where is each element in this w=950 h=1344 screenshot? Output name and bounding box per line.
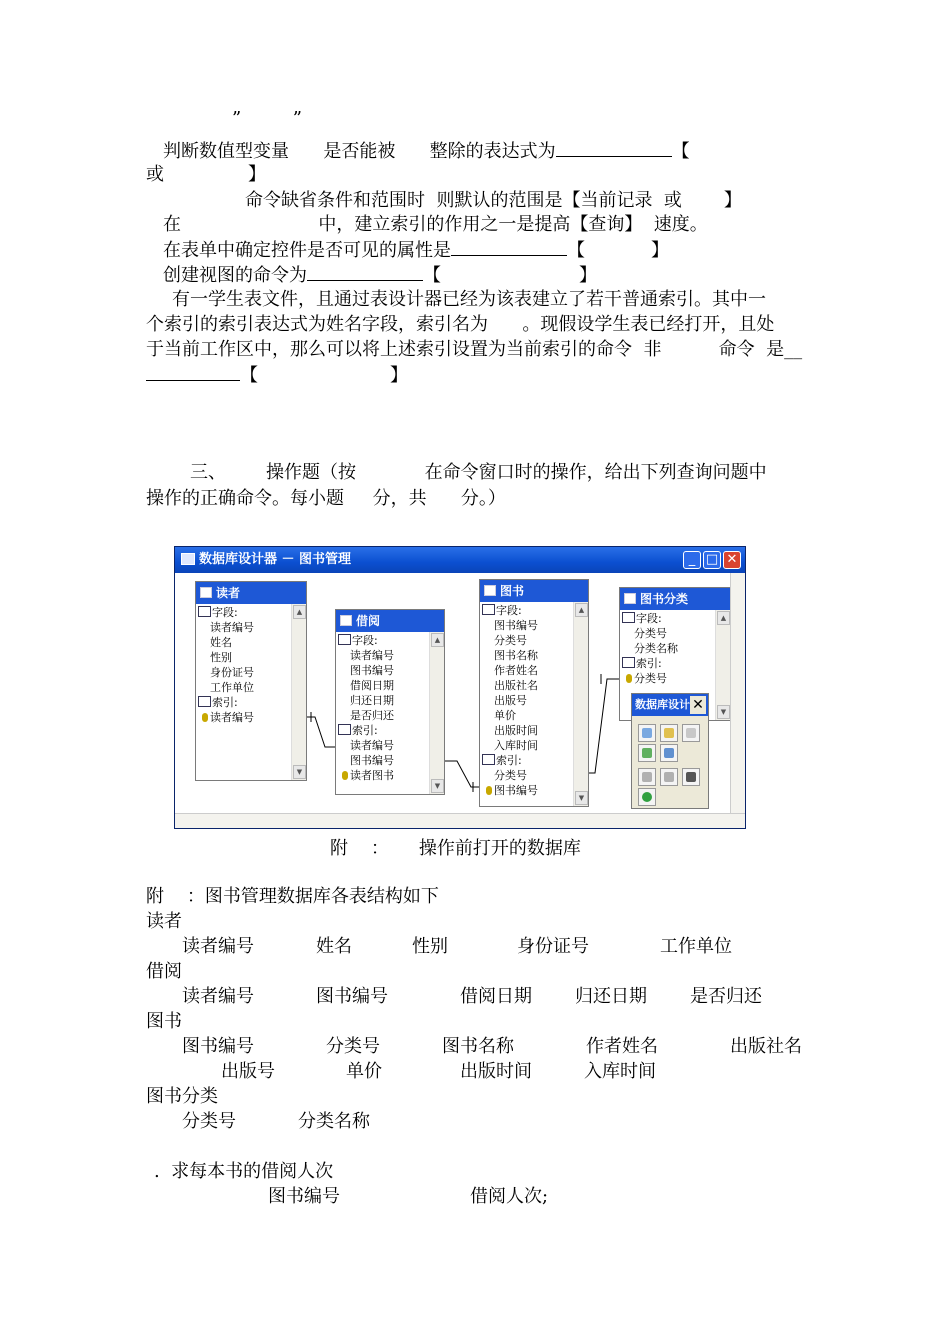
new-view-icon[interactable] (638, 744, 656, 762)
table-borrow-title: 借阅 (356, 614, 381, 628)
index-row[interactable]: 读者编号 (350, 739, 394, 752)
minimize-button[interactable]: _ (683, 551, 701, 569)
category-field: 分类名称 (298, 1111, 370, 1132)
borrow-field: 是否归还 (690, 986, 762, 1007)
book-field: 图书编号 (182, 1036, 254, 1057)
index-row[interactable]: 图书编号 (350, 754, 394, 767)
reader-field: 读者编号 (182, 936, 254, 957)
reader-field: 姓名 (316, 936, 352, 957)
index-row[interactable]: 读者图书 (336, 768, 430, 783)
field-row[interactable]: 性别 (210, 651, 232, 664)
close-button[interactable]: ✕ (723, 551, 741, 569)
question-2: 命令缺省条件和范围时 则默认的范围是【当前记录 或 】 (245, 190, 742, 211)
table-scrollbar[interactable]: ▲ ▼ (291, 604, 306, 780)
book-field: 入库时间 (584, 1061, 656, 1082)
window-vertical-scrollbar[interactable] (730, 573, 745, 814)
question-6-line3: 于当前工作区中，那么可以将上述索引设置为当前索引的命令 非 命令 是__ (146, 339, 803, 360)
table-icon (340, 615, 352, 626)
field-row[interactable]: 是否归还 (350, 709, 394, 722)
task-1-col1: 图书编号 (268, 1186, 340, 1207)
figure-caption: 附 ： 操作前打开的数据库 (330, 838, 581, 859)
question-6-line1: 有一学生表文件，且通过表设计器已经为该表建立了若干普通索引。其中一 (172, 289, 766, 310)
field-row[interactable]: 归还日期 (350, 694, 394, 707)
maximize-button[interactable]: □ (703, 551, 721, 569)
table-reader-title: 读者 (216, 586, 241, 600)
field-row[interactable]: 单价 (494, 709, 516, 722)
field-row[interactable]: 分类号 (494, 634, 527, 647)
indexes-label: 索引: (336, 723, 430, 738)
field-row[interactable]: 姓名 (210, 636, 232, 649)
new-table-icon[interactable] (638, 724, 656, 742)
designer-toolbar[interactable] (631, 693, 709, 809)
index-row[interactable]: 读者编号 (196, 710, 292, 725)
key-icon (486, 786, 492, 795)
category-title: 图书分类 (146, 1086, 218, 1107)
field-row[interactable]: 分类号 (634, 627, 667, 640)
question-1: 判断数值型变量 是否能被 整除的表达式为 【 (163, 141, 690, 162)
section-3-heading: 三、 操作题（按 在命令窗口时的操作，给出下列查询问题中 (190, 462, 767, 483)
field-row[interactable]: 图书编号 (494, 619, 538, 632)
fields-label: 字段: (480, 603, 574, 618)
relation-book-category (589, 679, 619, 773)
key-icon (342, 771, 348, 780)
book-field: 出版号 (221, 1061, 275, 1082)
index-row[interactable]: 分类号 (620, 671, 716, 686)
borrow-field: 归还日期 (575, 986, 647, 1007)
index-icon (338, 724, 351, 735)
quote-marks: ” ” (232, 108, 302, 129)
key-icon (626, 674, 632, 683)
question-6-line2: 个索引的索引表达式为姓名字段，索引名为 。现假设学生表已经打开，且处 (146, 314, 775, 335)
table-icon (484, 585, 496, 596)
question-6-line4: 【 】 (146, 364, 408, 387)
borrow-field: 图书编号 (316, 986, 388, 1007)
fields-icon (482, 604, 495, 615)
index-row[interactable]: 图书编号 (480, 783, 574, 798)
borrow-field: 读者编号 (182, 986, 254, 1007)
reader-field: 性别 (412, 936, 448, 957)
fields-icon (338, 634, 351, 645)
book-title: 图书 (146, 1011, 182, 1032)
new-local-view-icon[interactable] (660, 744, 678, 762)
field-row[interactable]: 借阅日期 (350, 679, 394, 692)
window-horizontal-scrollbar[interactable] (175, 813, 745, 828)
field-row[interactable]: 读者编号 (210, 621, 254, 634)
field-row[interactable]: 图书编号 (350, 664, 394, 677)
book-field: 分类号 (326, 1036, 380, 1057)
reader-title: 读者 (146, 911, 182, 932)
table-book[interactable] (479, 579, 589, 807)
fields-label: 字段: (196, 605, 292, 620)
field-row[interactable]: 出版号 (494, 694, 527, 707)
indexes-label: 索引: (480, 753, 574, 768)
category-field: 分类号 (182, 1111, 236, 1132)
modify-table-icon[interactable] (638, 768, 656, 786)
stored-procedure-icon[interactable] (682, 768, 700, 786)
remove-table-icon[interactable] (682, 724, 700, 742)
field-row[interactable]: 工作单位 (210, 681, 254, 694)
structure-intro: 附 ：图书管理数据库各表结构如下 (146, 886, 439, 907)
field-row[interactable]: 图书名称 (494, 649, 538, 662)
index-icon (198, 696, 211, 707)
table-scrollbar[interactable]: ▲ ▼ (715, 610, 730, 720)
indexes-label: 索引: (620, 656, 716, 671)
table-reader[interactable] (195, 581, 307, 781)
question-4: 在表单中确定控件是否可见的属性是 【 】 (163, 240, 669, 261)
toolbar-title: 数据库设计 (632, 694, 708, 716)
section-3-line2: 操作的正确命令。每小题 分，共 分。） (146, 488, 506, 509)
question-3: 在 中，建立索引的作用之一是提高【查询】 速度。 (163, 214, 708, 235)
book-field: 出版时间 (460, 1061, 532, 1082)
indexes-label: 索引: (196, 695, 292, 710)
field-row[interactable]: 作者姓名 (494, 664, 538, 677)
index-icon (622, 657, 635, 668)
table-icon (200, 587, 212, 598)
fields-icon (198, 606, 211, 617)
task-1-label: . 求每本书的借阅人次 (154, 1161, 334, 1182)
index-icon (482, 754, 495, 765)
task-1-col2: 借阅人次; (470, 1186, 549, 1207)
table-icon (624, 593, 636, 604)
book-field: 单价 (346, 1061, 382, 1082)
toolbar-close-button[interactable]: ✕ (690, 696, 706, 714)
index-row[interactable]: 分类号 (494, 769, 527, 782)
book-field: 作者姓名 (586, 1036, 658, 1057)
connections-icon[interactable] (638, 788, 656, 806)
browse-table-icon[interactable] (660, 768, 678, 786)
reader-field: 身份证号 (517, 936, 589, 957)
table-scrollbar[interactable]: ▲ ▼ (429, 632, 444, 794)
reader-field: 工作单位 (660, 936, 732, 957)
window-title: 数据库设计器 － 图书管理 (199, 552, 352, 567)
question-1-cont: 或 】 (146, 164, 266, 185)
book-field: 出版社名 (730, 1036, 802, 1057)
field-row[interactable]: 分类名称 (634, 642, 678, 655)
question-5: 创建视图的命令为 【 】 (163, 265, 597, 286)
fields-label: 字段: (620, 611, 716, 626)
relation-borrow-book (443, 761, 479, 787)
field-row[interactable]: 入库时间 (494, 739, 538, 752)
borrow-field: 借阅日期 (460, 986, 532, 1007)
field-row[interactable]: 读者编号 (350, 649, 394, 662)
book-field: 图书名称 (442, 1036, 514, 1057)
table-book-title: 图书 (500, 584, 525, 598)
key-icon (202, 713, 208, 722)
field-row[interactable]: 出版社名 (494, 679, 538, 692)
borrow-title: 借阅 (146, 961, 182, 982)
field-row[interactable]: 身份证号 (210, 666, 254, 679)
database-designer-window (174, 546, 746, 829)
add-table-icon[interactable] (660, 724, 678, 742)
fields-label: 字段: (336, 633, 430, 648)
fields-icon (622, 612, 635, 623)
field-row[interactable]: 出版时间 (494, 724, 538, 737)
table-borrow[interactable] (335, 609, 445, 795)
table-category-title: 图书分类 (640, 592, 689, 606)
table-scrollbar[interactable]: ▲ ▼ (573, 602, 588, 806)
